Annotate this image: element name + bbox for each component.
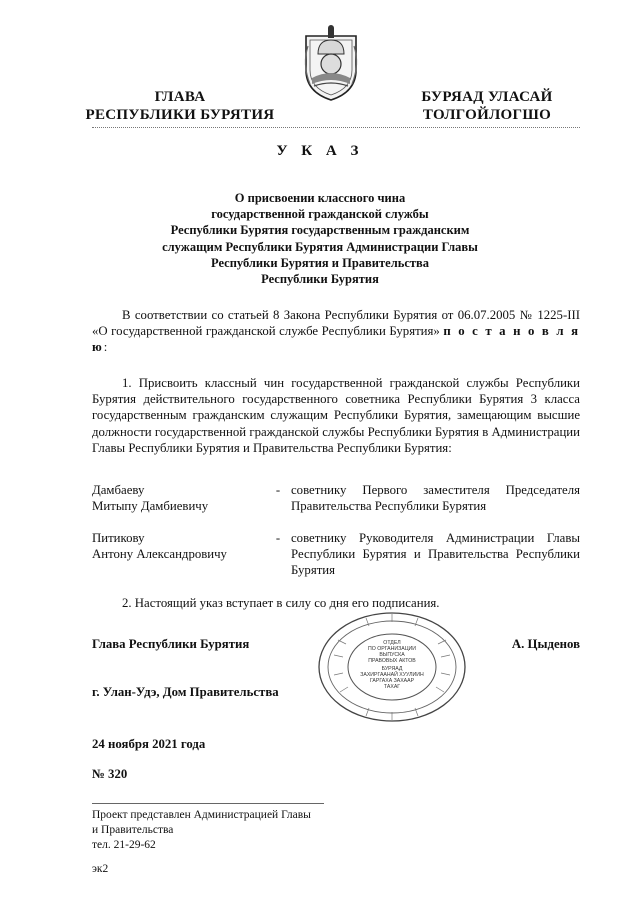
appointee-name — [92, 530, 277, 562]
stamp-line: ГАРГАХА ЗАХААР — [369, 678, 415, 684]
stamp-line: ОТДЕЛ — [383, 640, 401, 646]
stamp-line: ПО ОРГАНИЗАЦИИ — [368, 646, 416, 652]
coat-of-arms-emblem — [300, 24, 362, 102]
header-left — [80, 88, 280, 124]
document-type: У К А З — [276, 143, 364, 159]
footnote-line: тел. 21-29-62 — [92, 839, 156, 851]
stamp-line: ТАХАГ — [383, 684, 401, 690]
issue-date: 24 ноября 2021 года — [92, 737, 206, 751]
title-line: Республики Бурятия государственным гражданским — [170, 223, 470, 238]
appointee-row — [92, 530, 580, 580]
footnote-line: Проект представлен Администрацией Главы — [92, 809, 311, 821]
signature-role: Глава Республики Бурятия — [92, 637, 250, 651]
signature-name: А. Цыденов — [511, 637, 580, 651]
preamble-text: В соответствии со статьей 8 Закона Республики Бурятия от 06.07.2005 № 1225-III «О государственной гражданской службе Республики Бурятия» — [92, 308, 580, 339]
stamp-line: БУРЯАД — [381, 666, 403, 672]
stamp-line: ЗАХИРГААНАЙ ХУУЛИИН — [360, 672, 424, 678]
stamp-line: ВЫПУСКА — [379, 652, 405, 658]
header-divider — [92, 127, 580, 128]
decree-title — [120, 190, 520, 287]
appointee-given-name: Антону Александровичу — [92, 547, 227, 562]
header-left-line2: РЕСПУБЛИКИ БУРЯТИЯ — [85, 107, 275, 123]
appointee-given-name: Митыпу Дамбиевичу — [92, 499, 209, 514]
title-line: государственной гражданской службы — [211, 207, 429, 222]
header-right — [382, 88, 592, 124]
footnote — [92, 808, 392, 853]
item-2-paragraph: 2. Настоящий указ вступает в силу со дня его подписания. — [122, 596, 440, 610]
header-right-line1: БУРЯАД УЛАСАЙ — [421, 89, 553, 105]
appointee-position: советнику Руководителя Администрации Главы Республики Бурятия и Правительства Республики Бурятия — [291, 531, 580, 578]
decree-number: № 320 — [92, 767, 128, 781]
footnote-divider — [92, 803, 324, 804]
item-1-paragraph: 1. Присвоить классный чин государственной гражданской службы Республики Бурятия действительного государственного советника Республики Бурятия 3 класса государственным гражданским служащим Республики Бурятия, замещающим высшие должности государственной гражданской службы Республики Бурятия в Администрации Главы Республики Бурятия и Правительства Республики Бурятия: — [92, 376, 580, 455]
appointee-dash: - — [275, 531, 281, 545]
stamp-line: ПРАВОВЫХ АКТОВ — [368, 658, 416, 664]
appointee-name — [92, 482, 277, 514]
header-left-line1: ГЛАВА — [154, 89, 206, 105]
title-line: Республики Бурятия и Правительства — [210, 255, 430, 270]
title-line: Республики Бурятия — [261, 272, 379, 287]
preamble-end: : — [103, 340, 108, 355]
preamble-paragraph — [92, 307, 580, 356]
preamble-keyword: п о с т а н о в л я ю — [92, 324, 580, 355]
footnote-line: и Правительства — [92, 824, 174, 836]
header-right-line2: ТОЛГОЙЛОГШО — [422, 107, 552, 123]
document-code: эк2 — [92, 863, 109, 875]
issue-place: г. Улан-Удэ, Дом Правительства — [92, 685, 279, 699]
appointee-row — [92, 482, 580, 516]
appointee-dash: - — [275, 483, 281, 497]
title-line: О присвоении классного чина — [234, 191, 406, 205]
title-line: служащим Республики Бурятия Администрации Главы — [162, 239, 478, 254]
appointee-surname: Дамбаеву — [92, 483, 145, 497]
appointee-surname: Питикову — [92, 531, 145, 545]
official-seal-stamp — [316, 610, 468, 725]
appointee-position: советнику Первого заместителя Председателя Правительства Республики Бурятия — [291, 483, 580, 514]
